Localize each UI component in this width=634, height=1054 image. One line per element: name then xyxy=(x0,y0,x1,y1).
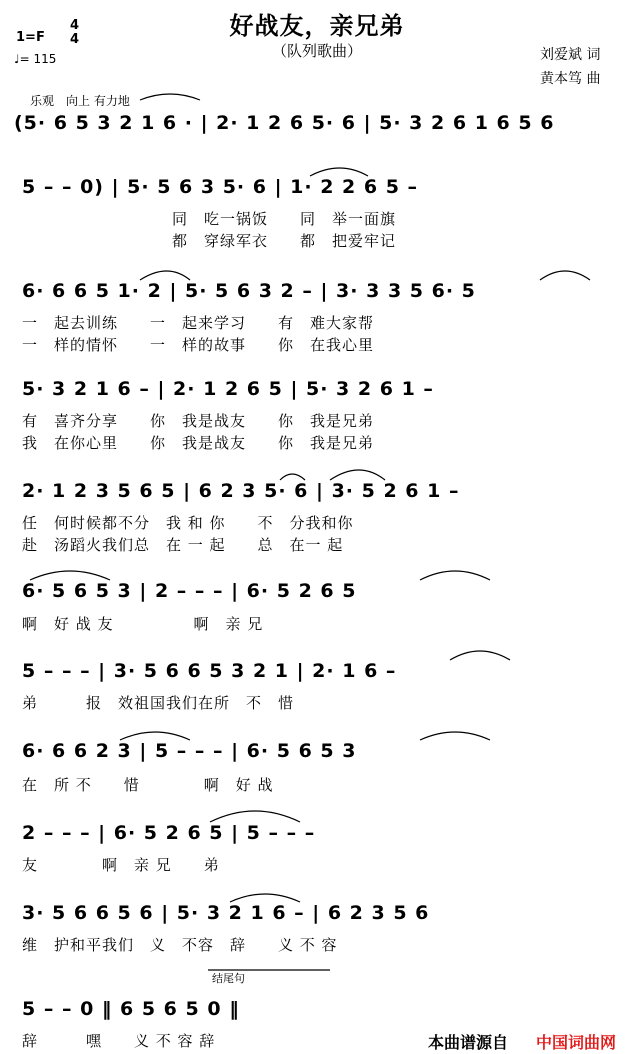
slur-mark xyxy=(140,94,200,100)
tempo-marking: ♩= 115 xyxy=(14,52,57,66)
expression-marking: 乐观 向上 有力地 xyxy=(30,94,130,108)
time-top: 4 xyxy=(70,18,80,33)
slur-mark xyxy=(540,271,590,280)
slur-mark xyxy=(420,732,490,740)
slur-mark xyxy=(30,571,110,580)
score-line-11: 5 – – 0 ‖ 6 5 6 5 0 ‖ xyxy=(22,998,240,1020)
lyrics-line-4a: 有 喜齐分享 你 我是战友 你 我是兄弟 xyxy=(22,412,375,430)
slur-mark xyxy=(140,271,190,280)
slur-mark xyxy=(120,732,190,740)
score-line-1: (5· 6 5 3 2 1 6 · | 2· 1 2 6 5· 6 | 5· 3 2 6 1 6 5 6 xyxy=(14,112,555,134)
song-title: 好战友，亲兄弟 xyxy=(229,12,405,40)
lyrics-line-3b: 一 样的情怀 一 样的故事 你 在我心里 xyxy=(22,336,375,354)
lyrics-line-3a: 一 起去训练 一 起来学习 有 难大家帮 xyxy=(22,314,375,332)
source-label: 本曲谱源自 xyxy=(428,1033,509,1052)
slur-mark xyxy=(330,470,385,480)
slur-mark xyxy=(310,168,368,176)
song-subtitle: （队列歌曲） xyxy=(271,42,362,60)
score-line-6: 6· 5 6 5 3 | 2 – – – | 6· 5 2 6 5 xyxy=(22,580,357,602)
slur-mark xyxy=(210,811,300,822)
lyrics-line-5a: 任 何时候都不分 我 和 你 不 分我和你 xyxy=(22,514,354,532)
lyrics-line-9: 友 啊 亲 兄 弟 xyxy=(22,856,220,874)
score-line-3: 6· 6 6 5 1· 2 | 5· 5 6 3 2 – | 3· 3 3 5 6· 5 xyxy=(22,280,476,302)
slur-mark xyxy=(420,571,490,580)
lyrics-line-2b: 都 穿绿军衣 都 把爱牢记 xyxy=(172,232,397,250)
lyrics-line-11: 辞 嘿 义 不 容 辞 xyxy=(22,1032,216,1050)
score-line-8: 6· 6 6 2 3 | 5 – – – | 6· 5 6 5 3 xyxy=(22,740,357,762)
lyrics-line-8: 在 所 不 惜 啊 好 战 xyxy=(22,776,274,794)
score-line-9: 2 – – – | 6· 5 2 6 5 | 5 – – – xyxy=(22,822,316,844)
score-line-5: 2· 1 2 3 5 6 5 | 6 2 3 5· 6 | 3· 5 2 6 1 – xyxy=(22,480,460,502)
slur-mark xyxy=(450,651,510,660)
lyrics-line-2a: 同 吃一锅饭 同 举一面旗 xyxy=(172,210,397,228)
lyrics-line-7: 弟 报 效祖国我们在所 不 惜 xyxy=(22,694,295,712)
lyrics-line-10: 维 护和平我们 义 不容 辞 义 不 容 xyxy=(22,936,338,954)
lyrics-line-5b: 赴 汤蹈火我们总 在 一 起 总 在一 起 xyxy=(22,536,344,554)
site-watermark: 中国词曲网 xyxy=(536,1033,617,1052)
time-bottom: 4 xyxy=(70,32,80,47)
score-line-7: 5 – – – | 3· 5 6 6 5 3 2 1 | 2· 1 6 – xyxy=(22,660,397,682)
score-line-2: 5 – – 0) | 5· 5 6 3 5· 6 | 1· 2 2 6 5 – xyxy=(22,176,419,198)
lyrics-line-6: 啊 好 战 友 啊 亲 兄 xyxy=(22,615,264,633)
score-line-10: 3· 5 6 6 5 6 | 5· 3 2 1 6 – | 6 2 3 5 6 xyxy=(22,902,430,924)
slur-mark xyxy=(280,474,305,480)
slur-mark xyxy=(230,894,300,902)
lyricist-credit: 刘爱斌 词 xyxy=(540,47,601,63)
score-line-4: 5· 3 2 1 6 – | 2· 1 2 6 5 | 5· 3 2 6 1 – xyxy=(22,378,434,400)
lyrics-line-4b: 我 在你心里 你 我是战友 你 我是兄弟 xyxy=(22,434,375,452)
composer-credit: 黄本笃 曲 xyxy=(540,71,601,87)
ending-label: 结尾句 xyxy=(212,972,245,985)
key-signature: 1=F xyxy=(16,30,45,45)
